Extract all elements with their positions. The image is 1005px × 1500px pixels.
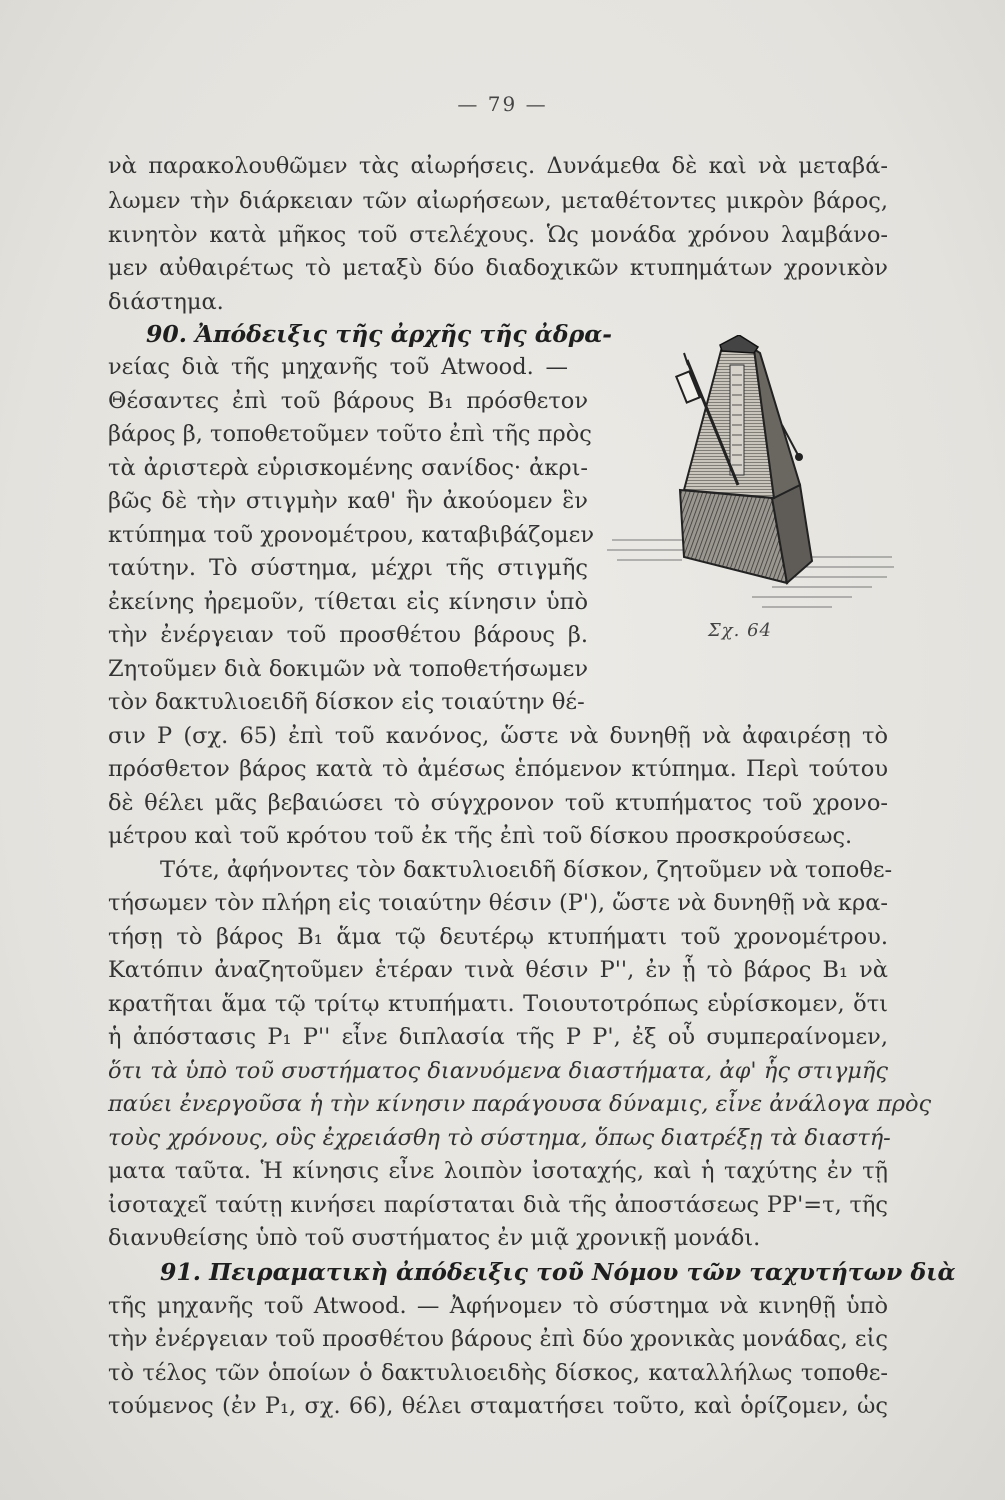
metronome-illustration [602, 335, 902, 630]
text-line: τήσῃ τὸ βάρος B₁ ἅμα τῷ δευτέρῳ κτυπήματι τοῦ χρονομέτρου. [108, 924, 888, 950]
italic-text-line: παύει ἐνεργοῦσα ἡ τὴν κίνησιν παράγουσα δύναμις, εἶνε ἀνάλογα πρὸς [108, 1091, 932, 1117]
text-line: μεν αὐθαιρέτως τὸ μεταξὺ δύο διαδοχικῶν κτυπημάτων χρονικὸν [108, 255, 888, 281]
text-line: τῆς μηχανῆς τοῦ Atwood. — Ἀφήνομεν τὸ σύστημα νὰ κινηθῇ ὑπὸ [108, 1293, 888, 1319]
text-line: λωμεν τὴν διάρκειαν τῶν αἰωρήσεων, μεταθέτοντες μικρὸν βάρος, [108, 188, 888, 214]
text-line: τήσωμεν τὸν πλήρη εἰς τοιαύτην θέσιν (P'), ὥστε νὰ δυνηθῇ νὰ κρα- [108, 890, 888, 916]
text-line: τὰ ἀριστερὰ εὑρισκομένης σανίδος· ἀκρι- [108, 455, 588, 481]
text-line: διάστημα. [108, 289, 224, 315]
text-line: κινητὸν κατὰ μῆκος τοῦ στελέχους. Ὡς μονάδα χρόνου λαμβάνο- [108, 222, 888, 248]
text-line: ἰσοταχεῖ ταύτῃ κινήσει παρίσταται διὰ τῆς ἀποστάσεως PP'=τ, τῆς [108, 1192, 888, 1218]
text-line: τὸ τέλος τῶν ὁποίων ὁ δακτυλιοειδὴς δίσκος, καταλλήλως τοποθε- [108, 1360, 888, 1386]
section-90-heading-cont: νείας διὰ τῆς μηχανῆς τοῦ Atwood. — [108, 354, 568, 380]
text-line: Τότε, ἀφήνοντες τὸν δακτυλιοειδῆ δίσκον, ζητοῦμεν νὰ τοποθε- [160, 857, 893, 883]
text-line: πρόσθετον βάρος κατὰ τὸ ἀμέσως ἑπόμενον κτύπημα. Περὶ τούτου [108, 756, 888, 782]
text-line: ἐκείνης ἠρεμοῦν, τίθεται εἰς κίνησιν ὑπὸ [108, 589, 588, 615]
text-line: σιν P (σχ. 65) ἐπὶ τοῦ κανόνος, ὥστε νὰ δυνηθῇ νὰ ἀφαιρέσῃ τὸ [108, 723, 888, 749]
section-90-heading: 90. Ἀπόδειξις τῆς ἀρχῆς τῆς ἀδρα- [146, 320, 613, 348]
text-line: Θέσαντες ἐπὶ τοῦ βάρους B₁ πρόσθετον [108, 388, 588, 414]
text-line: βάρος β, τοποθετοῦμεν τοῦτο ἐπὶ τῆς πρὸς [108, 421, 592, 447]
text-line: ματα ταῦτα. Ἡ κίνησις εἶνε λοιπὸν ἰσοταχής, καὶ ἡ ταχύτης ἐν τῇ [108, 1158, 888, 1184]
text-line: βῶς δὲ τὴν στιγμὴν καθ' ἣν ἀκούομεν ἓν [108, 488, 588, 514]
page-number: — 79 — [457, 92, 548, 116]
text-line: τὴν ἐνέργειαν τοῦ προσθέτου βάρους β. [108, 622, 588, 648]
text-line: τὸν δακτυλιοειδῆ δίσκον εἰς τοιαύτην θέ- [108, 689, 585, 715]
text-line: ταύτην. Τὸ σύστημα, μέχρι τῆς στιγμῆς [108, 555, 588, 581]
text-line: νὰ παρακολουθῶμεν τὰς αἰωρήσεις. Δυνάμεθα δὲ καὶ νὰ μεταβά- [108, 153, 888, 179]
italic-text-line: ὅτι τὰ ὑπὸ τοῦ συστήματος διανυόμενα διαστήματα, ἀφ' ἧς στιγμῆς [108, 1058, 888, 1084]
text-line: δὲ θέλει μᾶς βεβαιώσει τὸ σύγχρονον τοῦ κτυπήματος τοῦ χρονο- [108, 790, 888, 816]
section-91-heading: 91. Πειραματικὴ ἀπόδειξις τοῦ Νόμου τῶν ταχυτήτων διὰ [160, 1258, 956, 1286]
text-line: μέτρου καὶ τοῦ κρότου τοῦ ἐκ τῆς ἐπὶ τοῦ δίσκου προσκρούσεως. [108, 823, 853, 849]
text-line: τὴν ἐνέργειαν τοῦ προσθέτου βάρους ἐπὶ δύο χρονικὰς μονάδας, εἰς [108, 1326, 888, 1352]
text-line: Κατόπιν ἀναζητοῦμεν ἑτέραν τινὰ θέσιν P'', ἐν ᾗ τὸ βάρος B₁ νὰ [108, 957, 888, 983]
text-line: διανυθείσης ὑπὸ τοῦ συστήματος ἐν μιᾷ χρονικῇ μονάδι. [108, 1225, 761, 1251]
text-line: Ζητοῦμεν διὰ δοκιμῶν νὰ τοποθετήσωμεν [108, 656, 588, 682]
figure-caption: Σχ. 64 [708, 620, 772, 641]
text-line: κτύπημα τοῦ χρονομέτρου, καταβιβάζομεν [108, 522, 594, 548]
text-line: ἡ ἀπόστασις P₁ P'' εἶνε διπλασία τῆς P P', ἐξ οὗ συμπεραίνομεν, [108, 1024, 888, 1050]
italic-text-line: τοὺς χρόνους, οὓς ἐχρειάσθη τὸ σύστημα, ὅπως διατρέξῃ τὰ διαστή- [108, 1125, 891, 1151]
text-line: κρατῆται ἅμα τῷ τρίτῳ κτυπήματι. Τοιουτοτρόπως εὑρίσκομεν, ὅτι [108, 991, 888, 1017]
text-line: τούμενος (ἐν P₁, σχ. 66), θέλει σταματήσει τοῦτο, καὶ ὁρίζομεν, ὡς [108, 1393, 888, 1419]
